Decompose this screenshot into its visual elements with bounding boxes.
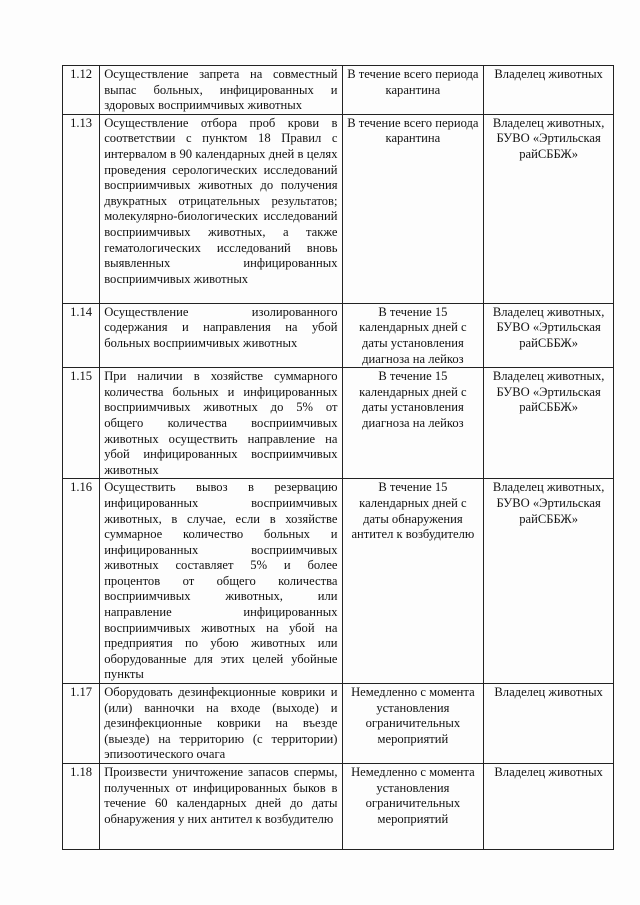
measure-text: Осуществление изолированного содержания и направления на убой больных восприимчивых животных (100, 303, 342, 367)
measure-text: Оборудовать дезинфекционные коврики и (или) ванночки на входе (выходе) и дезинфекционные коврики на въезде (выезде) на территорию (с территории) эпизоотического очага (100, 684, 342, 764)
measure-text: Осуществить вывоз в резервацию инфицированных восприимчивых животных, в случае, если в хозяйстве суммарное количество больных и инфицированных восприимчивых животных составляет 5% и более процентов от общего количества восприимчивых животных, или направление инфицированных восприимчивых животных на убой на предприятия по убою животных или оборудованные для этих целей убойные пункты (100, 479, 342, 684)
deadline-text: В течение 15 календарных дней с даты установления диагноза на лейкоз (342, 303, 484, 367)
deadline-text: В течение всего периода карантина (342, 66, 484, 115)
deadline-text: Немедленно с момента установления ограничительных мероприятий (342, 684, 484, 764)
responsible-text: Владелец животных, БУВО «Эртильская райСББЖ» (484, 368, 614, 479)
responsible-text: Владелец животных, БУВО «Эртильская райСББЖ» (484, 303, 614, 367)
responsible-text: Владелец животных (484, 684, 614, 764)
measure-text: При наличии в хозяйстве суммарного количества больных и инфицированных восприимчивых животных до 5% от общего количества восприимчивых животных осуществить направление на убой инфицированных восприимчивых животных (100, 368, 342, 479)
responsible-text: Владелец животных (484, 764, 614, 850)
responsible-text: Владелец животных, БУВО «Эртильская райСББЖ» (484, 479, 614, 684)
responsible-text: Владелец животных (484, 66, 614, 115)
measure-text: Осуществление запрета на совместный выпас больных, инфицированных и здоровых восприимчивых животных (100, 66, 342, 115)
deadline-text: В течение всего периода карантина (342, 114, 484, 303)
table-row (63, 303, 614, 367)
table-row (63, 764, 614, 850)
item-number: 1.13 (63, 114, 100, 303)
table-row (63, 66, 614, 115)
deadline-text: В течение 15 календарных дней с даты установления диагноза на лейкоз (342, 368, 484, 479)
table-row (63, 114, 614, 303)
table-row (63, 368, 614, 479)
item-number: 1.18 (63, 764, 100, 850)
item-number: 1.12 (63, 66, 100, 115)
responsible-text: Владелец животных, БУВО «Эртильская райСББЖ» (484, 114, 614, 303)
item-number: 1.17 (63, 684, 100, 764)
deadline-text: Немедленно с момента установления ограничительных мероприятий (342, 764, 484, 850)
item-number: 1.15 (63, 368, 100, 479)
item-number: 1.14 (63, 303, 100, 367)
deadline-text: В течение 15 календарных дней с даты обнаружения антител к возбудителю (342, 479, 484, 684)
table-row (63, 684, 614, 764)
measure-text: Осуществление отбора проб крови в соответствии с пунктом 18 Правил с интервалом в 90 календарных дней в целях проведения серологических исследований восприимчивых животных до получения двукратных отрицательных результатов; молекулярно-биологических исследований восприимчивых животных, а также гематологических исследований вновь выявленных инфицированных восприимчивых животных (100, 114, 342, 303)
table-row (63, 479, 614, 684)
quarantine-measures-table (62, 65, 614, 850)
item-number: 1.16 (63, 479, 100, 684)
measure-text: Произвести уничтожение запасов спермы, полученных от инфицированных быков в течение 60 календарных дней до даты обнаружения у них антител к возбудителю (100, 764, 342, 850)
